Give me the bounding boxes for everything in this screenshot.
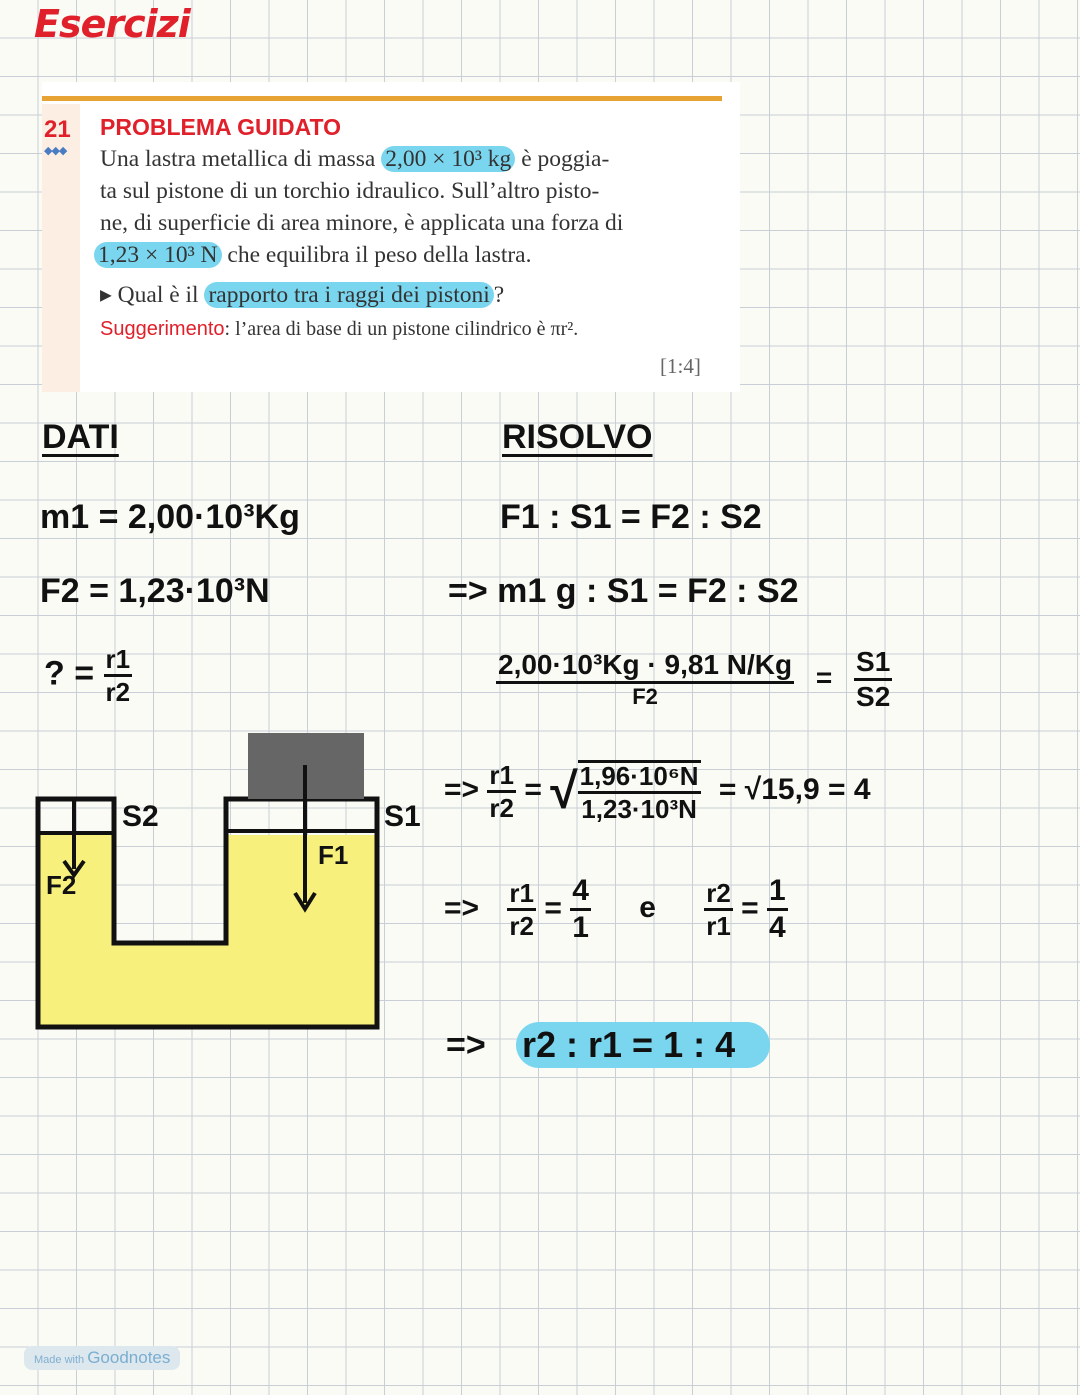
problem-line-2: ta sul pistone di un torchio idraulico. Sull’altro pisto- bbox=[100, 178, 600, 204]
implies: => bbox=[444, 772, 480, 806]
problem-line-1 bbox=[100, 146, 609, 173]
hint-text: : l’area di base di un pistone cilindrico è πr². bbox=[224, 318, 579, 340]
highlight-question: rapporto tra i raggi dei pistoni bbox=[204, 282, 493, 308]
risolvo-heading: RISOLVO bbox=[502, 418, 653, 456]
denominator: F2 bbox=[632, 684, 658, 709]
result: r2 : r1 = 1 : 4 bbox=[522, 1024, 736, 1065]
made-with-text: Made with bbox=[34, 1354, 85, 1366]
dati-f2: F2 = 1,23·10³N bbox=[40, 572, 270, 610]
denominator: r2 bbox=[509, 911, 534, 941]
numerator: 2,00·10³Kg · 9,81 N/Kg bbox=[496, 651, 794, 684]
fraction bbox=[578, 760, 701, 822]
dati-unknown bbox=[44, 646, 132, 705]
fraction bbox=[104, 646, 133, 705]
label-s1: S1 bbox=[384, 800, 421, 833]
step-1: F1 : S1 = F2 : S2 bbox=[500, 498, 762, 536]
problem-card bbox=[42, 82, 740, 392]
equals: = bbox=[524, 772, 542, 806]
step-3 bbox=[496, 648, 892, 711]
numerator: 1 bbox=[767, 876, 788, 911]
fraction bbox=[767, 876, 788, 943]
problem-line-3: ne, di superficie di area minore, è applicata una forza di bbox=[100, 210, 624, 236]
hydraulic-press-diagram bbox=[30, 725, 430, 1035]
text-span: ▸ Qual è il bbox=[100, 282, 205, 308]
answer: [1:4] bbox=[660, 354, 701, 378]
numerator: 4 bbox=[570, 876, 591, 911]
goodnotes-badge[interactable] bbox=[24, 1346, 180, 1370]
denominator: 1 bbox=[572, 911, 589, 944]
highlight-force: 1,23 × 10³ N bbox=[94, 242, 222, 268]
text-span: Una lastra metallica di massa bbox=[100, 146, 382, 172]
implies: => bbox=[444, 891, 480, 925]
numerator: r1 bbox=[487, 762, 516, 793]
dati-heading: DATI bbox=[42, 418, 119, 456]
highlight-mass: 2,00 × 10³ kg bbox=[381, 146, 515, 172]
fraction bbox=[570, 876, 591, 943]
brand-text: Goodnotes bbox=[87, 1348, 171, 1367]
page-title: Esercizi bbox=[34, 2, 190, 46]
step-5 bbox=[444, 876, 788, 943]
label-f1: F1 bbox=[318, 840, 349, 870]
denominator: S2 bbox=[856, 681, 891, 712]
label-s2: S2 bbox=[122, 800, 159, 833]
text-span: è poggia- bbox=[515, 146, 610, 172]
problem-question bbox=[100, 280, 504, 309]
sqrt-icon: √ bbox=[550, 763, 578, 819]
hint bbox=[100, 318, 578, 341]
text-span: ? bbox=[493, 282, 505, 308]
numerator: r1 bbox=[507, 880, 536, 911]
text-span: che equilibra il peso della lastra. bbox=[221, 242, 532, 268]
denominator: 4 bbox=[769, 911, 786, 944]
result-implies: => bbox=[446, 1026, 486, 1064]
numerator: 1,96·10⁶N bbox=[578, 763, 701, 794]
card-top-rule bbox=[42, 96, 722, 101]
conjunction: e bbox=[639, 891, 656, 925]
denominator: r2 bbox=[105, 677, 131, 707]
denominator: r2 bbox=[489, 792, 514, 823]
difficulty-icon: ◆◆◆ bbox=[44, 145, 67, 157]
step-4-tail: = √15,9 = 4 bbox=[718, 772, 871, 806]
problem-heading: PROBLEMA GUIDATO bbox=[100, 114, 342, 140]
fraction bbox=[487, 759, 516, 823]
hint-label: Suggerimento bbox=[100, 318, 225, 340]
fraction bbox=[704, 880, 733, 939]
equals: = bbox=[815, 661, 833, 693]
fraction bbox=[507, 880, 536, 939]
numerator: r1 bbox=[104, 646, 133, 677]
equals: = bbox=[544, 891, 562, 925]
fraction bbox=[854, 648, 892, 711]
denominator: r1 bbox=[706, 911, 731, 941]
denominator: 1,23·10³N bbox=[581, 794, 697, 824]
numerator: S1 bbox=[854, 648, 892, 681]
step-2: => m1 g : S1 = F2 : S2 bbox=[448, 572, 799, 610]
numerator: r2 bbox=[704, 880, 733, 911]
problem-number: 21 bbox=[44, 116, 71, 143]
label-f2: F2 bbox=[46, 870, 77, 900]
step-4 bbox=[444, 760, 871, 822]
equals: = bbox=[741, 891, 759, 925]
fraction bbox=[496, 651, 794, 708]
problem-line-4 bbox=[94, 242, 531, 269]
text-span: ? = bbox=[44, 654, 95, 693]
dati-m1: m1 = 2,00·10³Kg bbox=[40, 498, 300, 536]
